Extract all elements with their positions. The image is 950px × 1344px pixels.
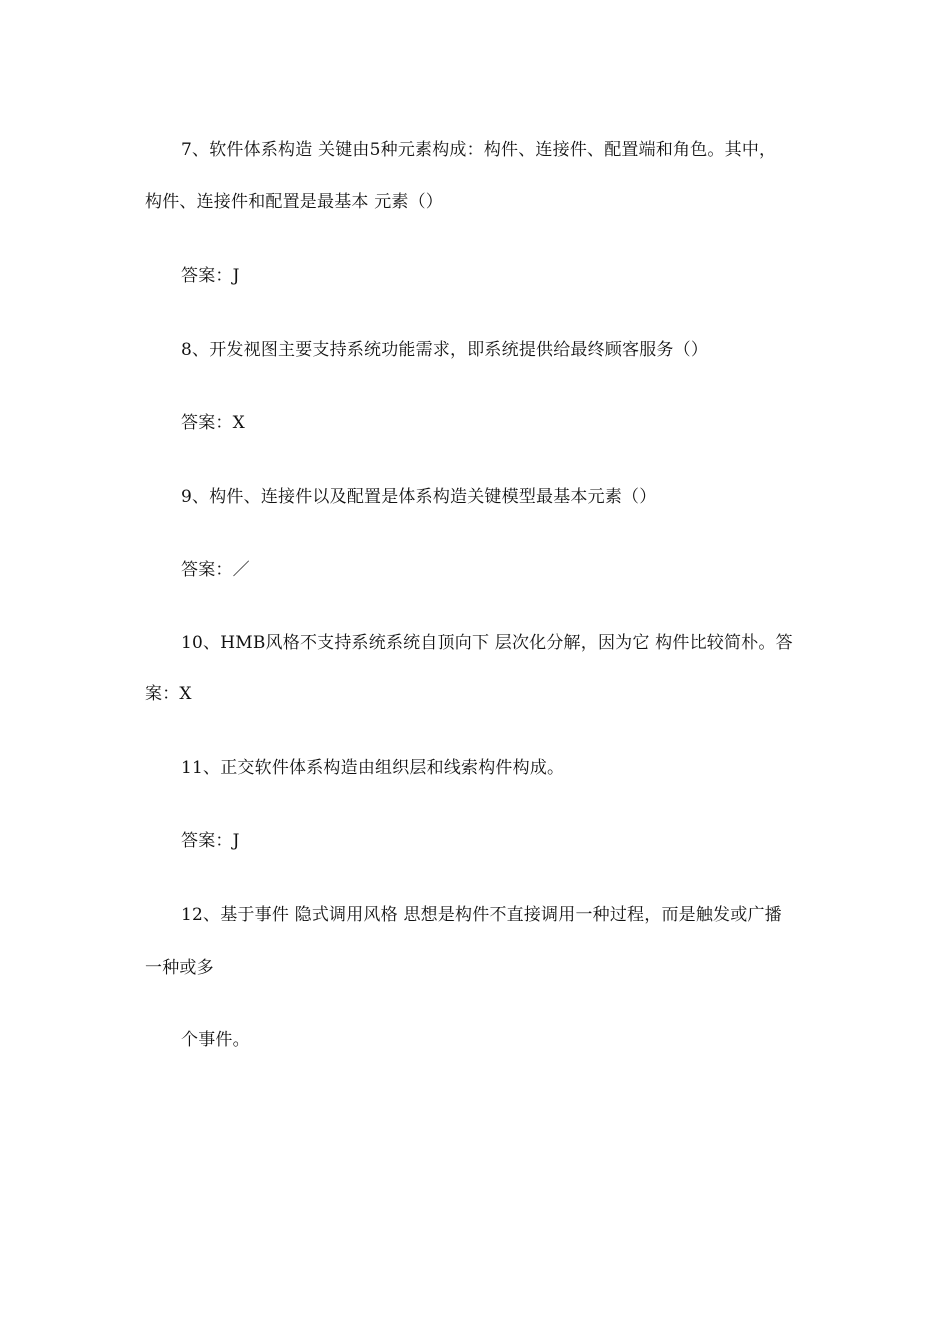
q12-line-3: 个事件。: [181, 1030, 250, 1050]
q12-line-2: 一种或多: [145, 958, 214, 978]
q8-answer: 答案：X: [181, 413, 245, 433]
q10-line-2: 案：X: [145, 684, 192, 704]
q7-line-2: 构件、连接件和配置是最基本 元素（）: [145, 192, 444, 212]
q12-line-1: 12、基于事件 隐式调用风格 思想是构件不直接调用一种过程，而是触发或广播: [181, 905, 782, 925]
q10-line-1: 10、HMB风格不支持系统系统自顶向下 层次化分解，因为它 构件比较简朴。答: [181, 633, 793, 653]
q8-line: 8、开发视图主要支持系统功能需求，即系统提供给最终顾客服务（）: [181, 340, 709, 360]
q7-line-1: 7、软件体系构造 关键由5种元素构成：构件、连接件、配置端和角色。其中，: [181, 140, 777, 160]
q9-answer: 答案：／: [181, 560, 250, 580]
q11-answer: 答案：J: [181, 831, 240, 851]
q7-answer: 答案：J: [181, 266, 240, 286]
q11-line: 11、正交软件体系构造由组织层和线索构件构成。: [181, 758, 565, 778]
q9-line: 9、构件、连接件以及配置是体系构造关键模型最基本元素（）: [181, 487, 657, 507]
